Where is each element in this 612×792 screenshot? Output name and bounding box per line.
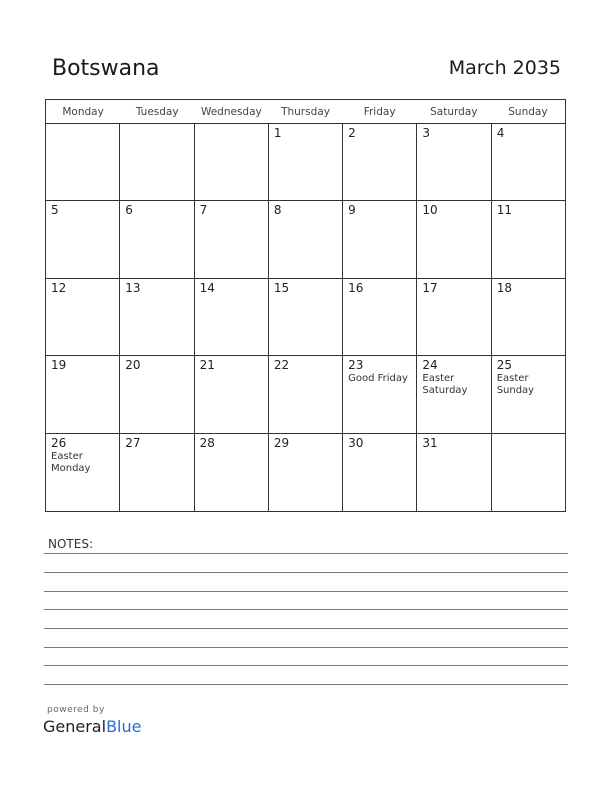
day-cell	[417, 434, 491, 511]
day-cell	[269, 279, 343, 355]
week-row	[46, 434, 565, 511]
day-cell	[417, 279, 491, 355]
day-cell	[195, 279, 269, 355]
holiday-label: Good Friday	[348, 373, 408, 385]
day-cell	[269, 201, 343, 277]
day-number: 22	[273, 358, 290, 373]
day-number: 29	[273, 435, 290, 450]
day-cell	[120, 124, 194, 200]
day-number: 2	[348, 126, 356, 140]
day-cell	[492, 434, 565, 511]
day-cell	[46, 356, 120, 432]
weekday-thursday: Thursday	[281, 106, 330, 118]
notes-line	[44, 647, 568, 648]
day-number: 4	[496, 126, 505, 140]
day-cell	[417, 356, 491, 432]
weekday-sunday: Sunday	[508, 106, 548, 118]
day-number: 18	[496, 280, 512, 295]
day-number: 1	[273, 126, 282, 140]
day-number: 19	[51, 358, 67, 373]
day-number: 15	[273, 280, 290, 295]
notes-line	[44, 665, 568, 666]
day-number: 6	[125, 203, 133, 218]
day-cell	[343, 356, 417, 432]
day-cell	[120, 279, 194, 355]
day-cell	[343, 124, 417, 200]
day-number: 17	[422, 280, 438, 295]
brand-general: General	[43, 717, 107, 736]
day-cell	[492, 124, 565, 200]
day-cell	[343, 279, 417, 355]
month-title: March 2035	[448, 57, 561, 79]
notes-line	[44, 591, 568, 592]
day-number: 11	[496, 203, 512, 218]
day-number: 30	[348, 435, 364, 450]
day-cell	[343, 434, 417, 511]
day-number: 25	[496, 358, 512, 373]
day-number: 9	[348, 203, 356, 218]
holiday-label: Easter Saturday	[422, 373, 468, 397]
week-row	[46, 124, 565, 201]
weekday-wednesday: Wednesday	[200, 106, 262, 118]
day-cell	[195, 356, 269, 432]
day-number: 13	[125, 280, 141, 295]
country-title: Botswana	[52, 56, 160, 81]
day-cell	[269, 356, 343, 432]
day-number: 16	[348, 280, 364, 295]
weekday-friday: Friday	[363, 106, 396, 118]
notes-line	[44, 572, 568, 573]
day-number: 20	[125, 358, 141, 373]
day-number: 28	[199, 435, 215, 450]
weekday-saturday: Saturday	[430, 106, 478, 118]
day-cell	[46, 434, 120, 511]
day-cell	[417, 124, 491, 200]
day-cell	[120, 201, 194, 277]
weekday-monday: Monday	[62, 106, 104, 118]
brand-blue: Blue	[106, 717, 142, 736]
day-cell	[269, 434, 343, 511]
powered-by-text: powered by	[47, 705, 105, 715]
notes-line	[44, 553, 568, 554]
day-number: 26	[51, 435, 67, 450]
day-cell	[46, 201, 120, 277]
brand-logo	[43, 717, 141, 736]
day-number: 10	[422, 203, 438, 218]
day-cell	[120, 356, 194, 432]
day-cell	[492, 279, 565, 355]
day-cell	[269, 124, 343, 200]
day-cell	[195, 201, 269, 277]
day-cell	[120, 434, 194, 511]
day-number: 5	[51, 203, 59, 218]
day-cell	[46, 124, 120, 200]
day-number: 3	[422, 126, 431, 140]
day-number: 27	[125, 435, 141, 450]
day-number: 21	[199, 358, 215, 373]
day-cell	[46, 279, 120, 355]
calendar-grid	[45, 99, 566, 512]
weekday-header-row	[46, 100, 565, 124]
holiday-label: Easter Sunday	[496, 373, 535, 397]
day-number: 14	[199, 280, 215, 295]
day-cell	[492, 201, 565, 277]
day-cell	[195, 434, 269, 511]
week-row	[46, 201, 565, 278]
day-number: 24	[422, 358, 438, 373]
day-cell	[195, 124, 269, 200]
notes-line	[44, 684, 568, 685]
week-row	[46, 279, 565, 356]
day-cell	[343, 201, 417, 277]
day-number: 8	[273, 203, 282, 218]
day-number: 31	[422, 435, 438, 450]
day-cell	[492, 356, 565, 432]
notes-line	[44, 628, 568, 629]
day-number: 12	[51, 280, 67, 295]
holiday-label: Easter Monday	[51, 450, 91, 474]
week-row	[46, 356, 565, 433]
day-number: 23	[348, 358, 364, 373]
notes-label: NOTES:	[48, 537, 93, 551]
weekday-tuesday: Tuesday	[135, 106, 179, 118]
notes-line	[44, 609, 568, 610]
day-number: 7	[199, 203, 208, 218]
day-cell	[417, 201, 491, 277]
